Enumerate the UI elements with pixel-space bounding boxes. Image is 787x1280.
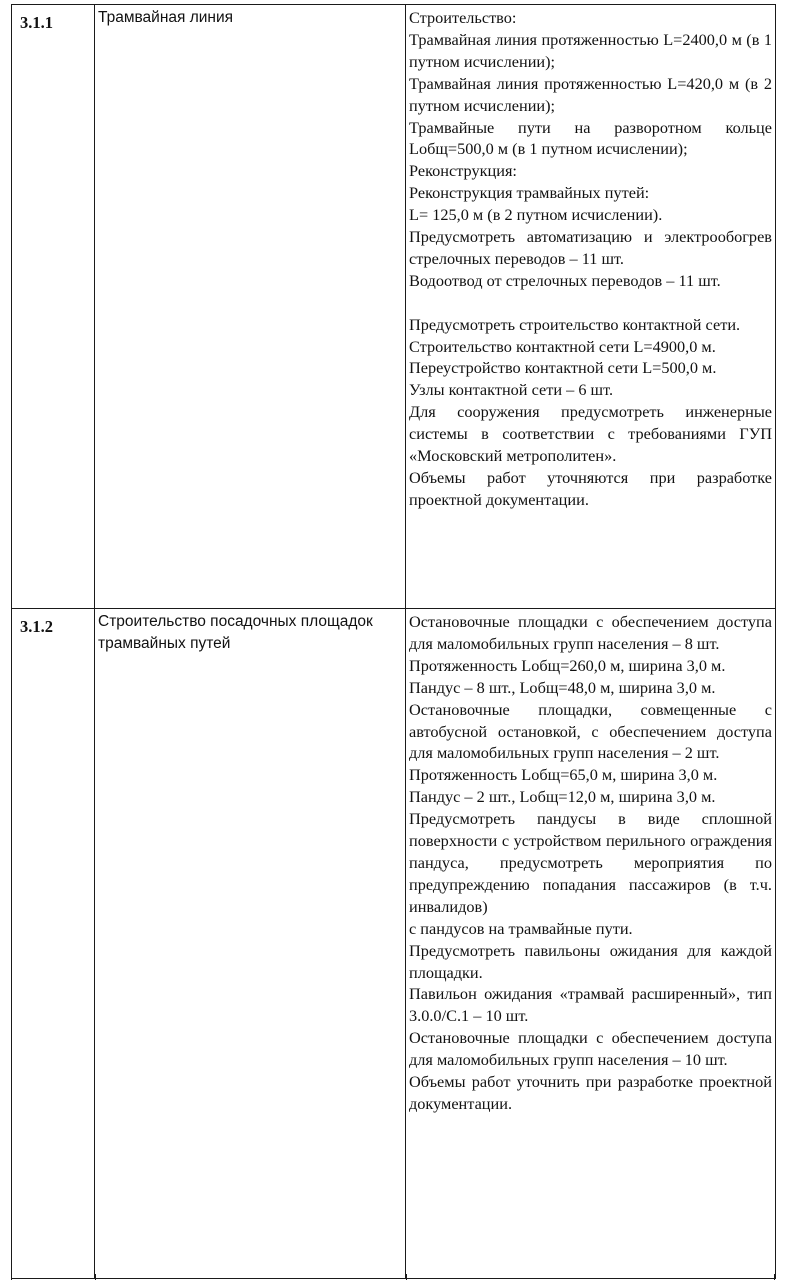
- description-line: Остановочные площадки с обеспечением доступа для маломобильных групп населения – 10 шт.: [409, 1028, 772, 1070]
- next-row-edge: [11, 1274, 775, 1280]
- description-line: с пандусов на трамвайные пути.: [409, 918, 633, 938]
- row-description: [406, 609, 776, 1279]
- description-line: Трамвайные пути на разворотном кольце Lобщ=500,0 м (в 1 путном исчислении);: [409, 117, 772, 159]
- description-line: Для сооружения предусмотреть инженерные системы в соответствии с требованиями ГУП «Московский метрополитен».: [409, 402, 772, 466]
- description-line: Пандус – 2 шт., Lобщ=12,0 м, ширина 3,0 м.: [409, 787, 716, 807]
- description-line: Предусмотреть строительство контактной сети.: [409, 314, 741, 334]
- description-line: Протяженность Lобщ=260,0 м, ширина 3,0 м.: [409, 655, 726, 675]
- row-name: Строительство посадочных площадок трамвайных путей: [95, 609, 406, 1279]
- table-row: [12, 609, 776, 1279]
- description-line: Павильон ожидания «трамвай расширенный», тип 3.0.0/С.1 – 10 шт.: [409, 984, 772, 1026]
- description-line: L= 125,0 м (в 2 путном исчислении).: [409, 205, 663, 225]
- description-line: Протяженность Lобщ=65,0 м, ширина 3,0 м.: [409, 765, 718, 785]
- specification-table: [11, 4, 776, 1279]
- description-line: Трамвайная линия протяженностью L=420,0 м (в 2 путном исчислении);: [409, 73, 772, 115]
- description-line: Переустройство контактной сети L=500,0 м.: [409, 358, 717, 378]
- description-line: Водоотвод от стрелочных переводов – 11 шт.: [409, 270, 721, 290]
- row-number: 3.1.1: [12, 5, 95, 609]
- description-line: Строительство:: [409, 8, 517, 27]
- description-line: Пандус – 8 шт., Lобщ=48,0 м, ширина 3,0 м.: [409, 677, 716, 697]
- description-line: Предусмотреть павильоны ожидания для каждой площадки.: [409, 940, 772, 982]
- description-line: Объемы работ уточняются при разработке проектной документации.: [409, 468, 772, 509]
- description-line: Трамвайная линия протяженностью L=2400,0 м (в 1 путном исчислении);: [409, 29, 772, 71]
- description-line: Узлы контактной сети – 6 шт.: [409, 380, 614, 400]
- column-divider: [95, 1274, 96, 1280]
- row-name: Трамвайная линия: [95, 5, 406, 609]
- description-line: Предусмотреть автоматизацию и электрообогрев стрелочных переводов – 11 шт.: [409, 227, 772, 268]
- table-row: [12, 5, 776, 609]
- row-description: [406, 5, 776, 609]
- row-number: 3.1.2: [12, 609, 95, 1279]
- description-line: Остановочные площадки с обеспечением доступа для маломобильных групп населения – 8 шт.: [409, 612, 772, 653]
- description-line: Предусмотреть пандусы в виде сплошной поверхности с устройством перильного ограждения пандуса, предусмотреть мероприятия по предупреждению попадания пассажиров (в т.ч. инвалидов): [409, 809, 772, 916]
- description-line: Реконструкция трамвайных путей:: [409, 183, 650, 203]
- description-line: Объемы работ уточнить при разработке проектной документации.: [409, 1072, 772, 1113]
- column-divider: [406, 1274, 407, 1280]
- description-line: Остановочные площадки, совмещенные с автобусной остановкой, с обеспечением доступа для маломобильных групп населения – 2 шт.: [409, 699, 772, 763]
- description-line: Реконструкция:: [409, 161, 517, 181]
- description-line: Строительство контактной сети L=4900,0 м.: [409, 336, 716, 356]
